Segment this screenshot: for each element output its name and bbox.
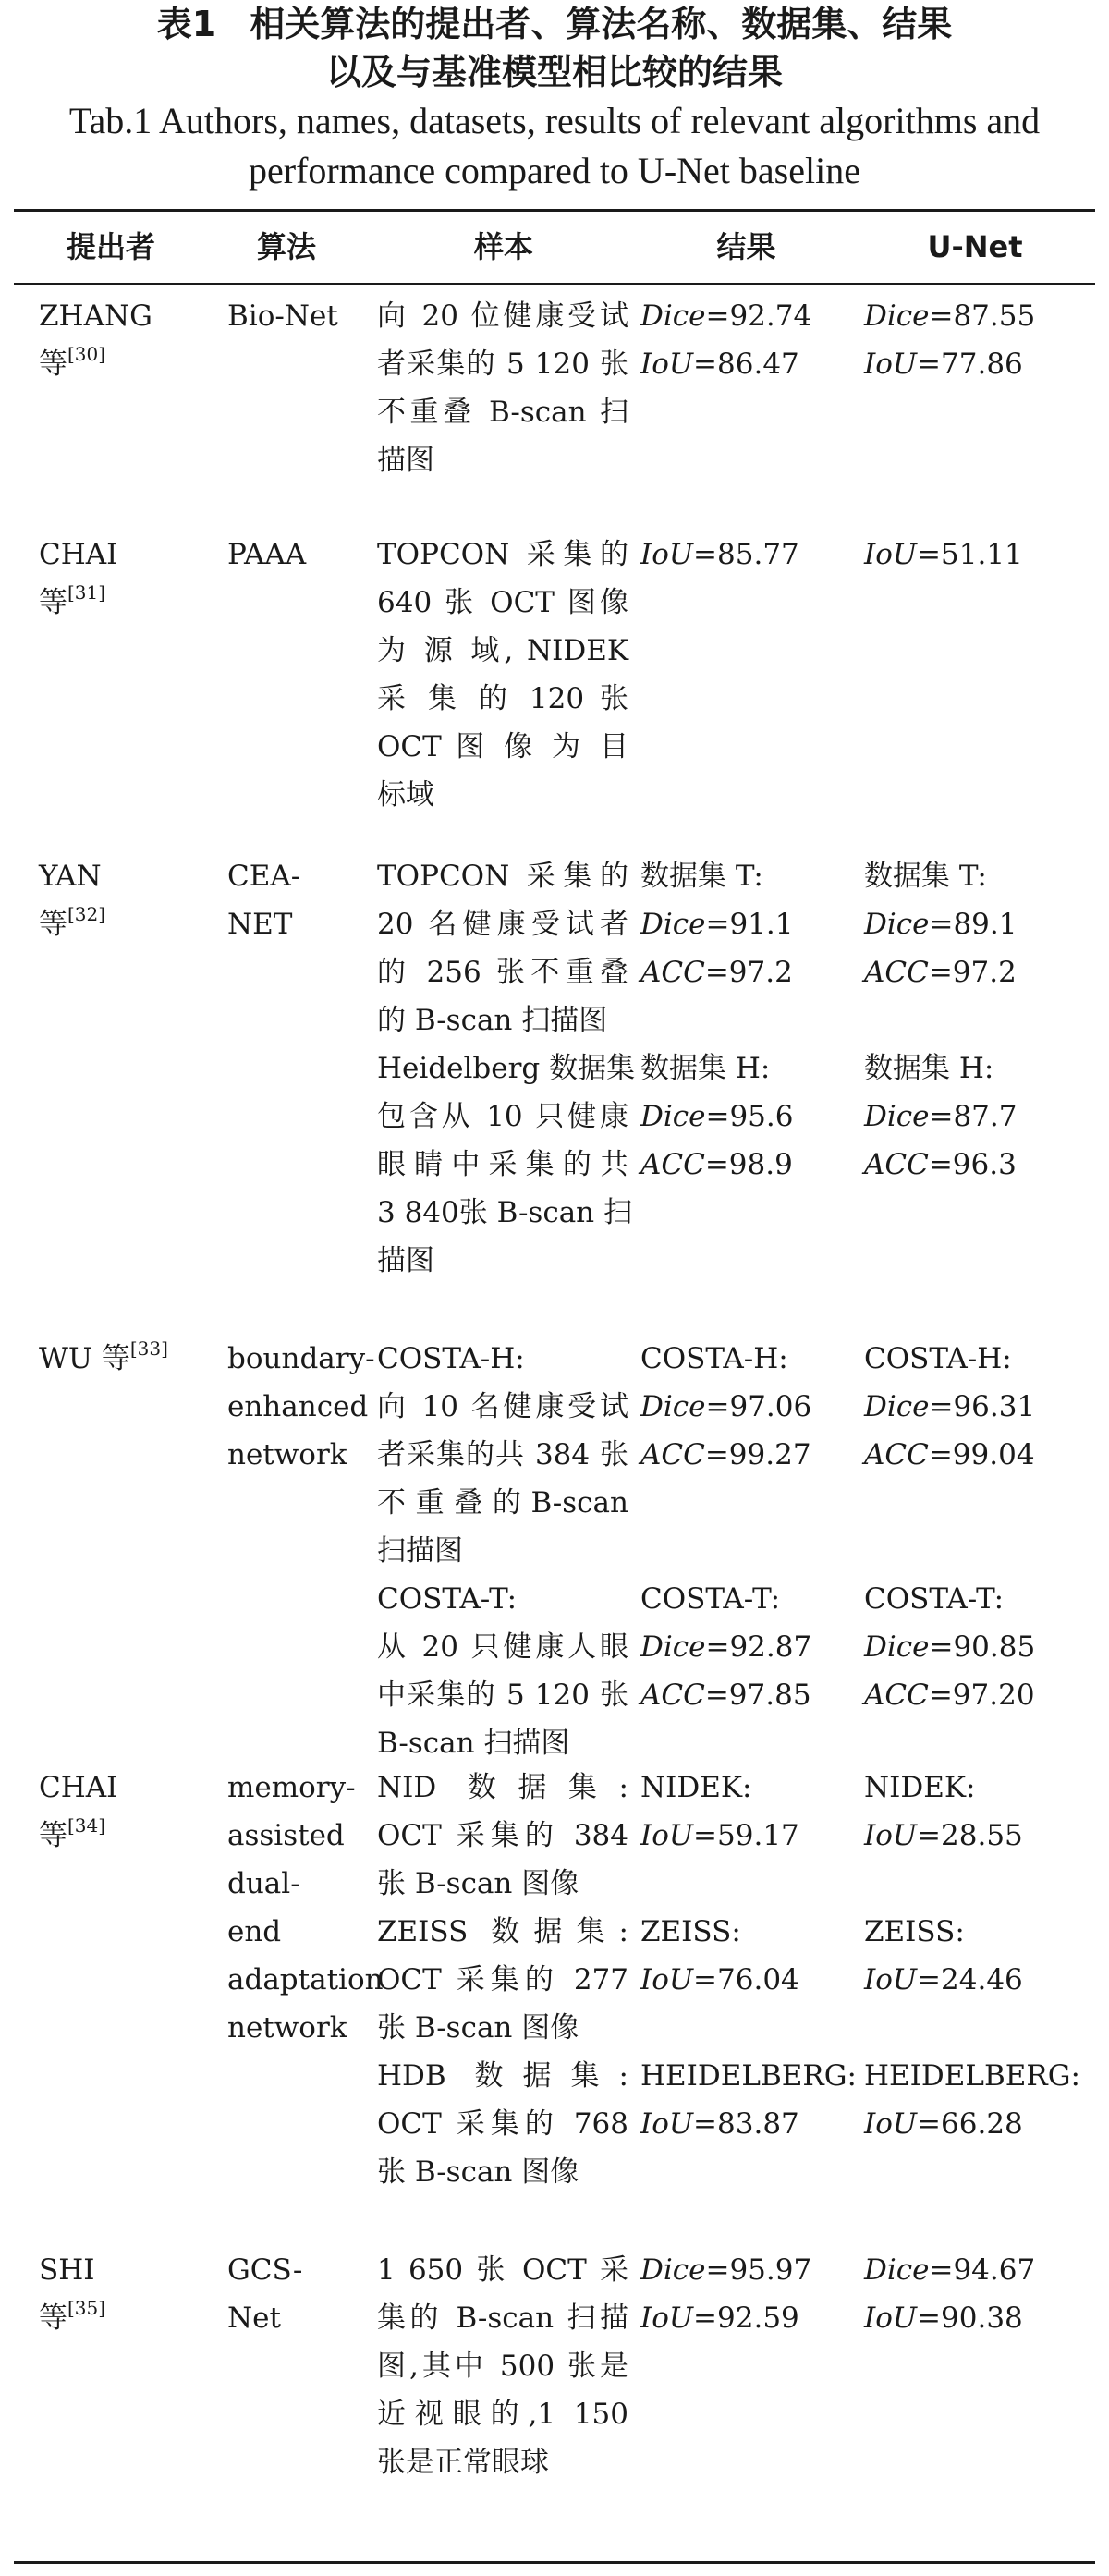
metric-value: =87.7 (929, 1100, 1018, 1133)
author-line: CHAI (39, 1771, 118, 1804)
result-cell (640, 2246, 811, 2342)
sample-line: 从 20 只健康人眼 (377, 1630, 628, 1664)
table-row (0, 852, 1109, 1335)
unet-metric (864, 948, 1017, 996)
table-row (0, 1335, 1109, 1764)
sample-line: 张是正常眼球 (377, 2446, 549, 2479)
result-dataset-label: COSTA-H: (640, 1342, 788, 1375)
metric-value: =90.85 (929, 1630, 1036, 1664)
table-number: 表1 (156, 4, 217, 44)
metric-value: =97.06 (705, 1390, 812, 1423)
sample-line: 者采集的共 384 张 (377, 1438, 628, 1471)
sample-line: 包含从 10 只健康 (377, 1100, 628, 1133)
metric-value: =89.1 (929, 908, 1018, 941)
sample-line: OCT 采集的 277 (377, 1963, 628, 1996)
table-header (0, 214, 1109, 279)
unet-metric (864, 1093, 1017, 1141)
metric-name: ACC (864, 956, 929, 989)
unet-group (864, 1908, 1080, 2052)
sample-line: 近视眼的,1 150 (377, 2398, 628, 2431)
metric-value: =28.55 (917, 1819, 1023, 1852)
metric-value: =97.2 (704, 956, 793, 989)
sample-line: 图,其中 500 张是 (377, 2350, 628, 2383)
result-metric (640, 340, 811, 388)
reference-mark: [31] (67, 581, 106, 604)
result-dataset-label: COSTA-T: (640, 1582, 781, 1616)
result-cell (640, 531, 799, 579)
result-metric (640, 1956, 857, 2004)
author-line: 等[30] (39, 343, 106, 381)
author-line: 等[31] (39, 581, 106, 619)
caption-zh-text1: 相关算法的提出者、算法名称、数据集、结果 (250, 4, 953, 44)
metric-value: =83.87 (693, 2107, 799, 2141)
header-author: 提出者 (66, 229, 155, 264)
metric-name: Dice (864, 1390, 930, 1423)
unet-group (864, 1044, 1017, 1285)
result-metric (640, 2100, 857, 2148)
header-sample: 样本 (473, 229, 533, 264)
sample-line: 采 集 的 120 张 (377, 682, 628, 715)
result-metric (640, 2294, 811, 2342)
metric-value: =92.87 (705, 1630, 812, 1664)
metric-name: Dice (640, 1100, 706, 1133)
algorithm-line: Bio-Net (227, 299, 338, 333)
metric-value: =92.74 (705, 299, 812, 333)
sample-line: 描图 (377, 1244, 434, 1277)
sample-cell (377, 2246, 628, 2486)
algorithm-cell (227, 1335, 375, 1479)
sample-group (377, 1908, 628, 2052)
caption-zh-line1 (0, 0, 1109, 48)
metric-name: IoU (864, 2301, 918, 2335)
metric-value: =51.11 (917, 538, 1023, 571)
result-cell (640, 852, 793, 1285)
table-caption (0, 0, 1109, 196)
unet-cell (864, 531, 1023, 579)
unet-dataset-label: COSTA-T: (864, 1582, 1005, 1616)
unet-cell (864, 852, 1017, 1285)
sample-line: TOPCON 采集的 (377, 538, 628, 571)
algorithm-line: memory- (227, 1771, 356, 1804)
sample-line: 1 650 张 OCT 采 (377, 2253, 628, 2287)
author-line: WU 等[33] (39, 1337, 168, 1375)
unet-group (864, 2052, 1080, 2196)
metric-name: IoU (864, 348, 918, 381)
metric-name: IoU (864, 1963, 918, 1996)
metric-value: =99.04 (928, 1438, 1035, 1471)
unet-group (864, 852, 1017, 1044)
author-cell (39, 531, 117, 627)
metric-name: IoU (640, 348, 694, 381)
algorithm-line: NET (227, 908, 293, 941)
table-row (0, 531, 1109, 852)
sample-line: 眼睛中采集的共 (377, 1148, 628, 1181)
sample-line: 为 源 域, NIDEK (377, 634, 628, 667)
algorithm-line: enhanced (227, 1390, 369, 1423)
algorithm-line: end (227, 1915, 282, 1948)
reference-mark: [34] (67, 1814, 106, 1837)
metric-name: Dice (640, 1390, 706, 1423)
sample-line: 3 840张 B-scan 扫 (377, 1196, 633, 1229)
metric-value: =85.77 (693, 538, 799, 571)
metric-name: Dice (864, 908, 930, 941)
table-row (0, 2246, 1109, 2558)
metric-value: =94.67 (929, 2253, 1036, 2287)
result-group (640, 1764, 857, 1908)
sample-line: TOPCON 采集的 (377, 860, 628, 893)
sample-line: 标域 (377, 778, 434, 812)
unet-group (864, 1764, 1080, 1908)
sample-cell (377, 531, 628, 819)
unet-metric (864, 2100, 1080, 2148)
sample-cell (377, 1335, 628, 1767)
metric-name: Dice (864, 299, 930, 333)
author-cell (39, 292, 152, 388)
unet-metric (864, 1431, 1035, 1479)
metric-value: =96.31 (929, 1390, 1036, 1423)
sample-line: 张 B-scan 图像 (377, 2011, 579, 2045)
algorithm-cell (227, 531, 306, 579)
metric-name: Dice (864, 1100, 930, 1133)
sample-line: 不重叠 B-scan 扫 (377, 396, 628, 429)
metric-value: =87.55 (929, 299, 1036, 333)
sample-line: COSTA-T: (377, 1582, 518, 1616)
result-metric (640, 1383, 811, 1431)
result-metric (640, 1141, 793, 1189)
author-cell (39, 1335, 168, 1383)
metric-name: IoU (864, 538, 918, 571)
sample-line: NID 数据集: (377, 1771, 628, 1804)
metric-name: Dice (640, 299, 706, 333)
algorithm-cell (227, 292, 338, 340)
metric-name: IoU (640, 2301, 694, 2335)
sample-cell (377, 1764, 628, 2196)
sample-line: 张 B-scan 图像 (377, 2155, 579, 2189)
sample-cell (377, 292, 628, 484)
result-metric (640, 1431, 811, 1479)
unet-dataset-label: 数据集 H: (864, 1052, 994, 1085)
metric-value: =97.2 (928, 956, 1017, 989)
unet-metric (864, 900, 1017, 948)
metric-name: ACC (864, 1679, 929, 1712)
author-cell (39, 852, 105, 948)
algorithm-line: Net (227, 2301, 281, 2335)
header-result: 结果 (716, 229, 776, 264)
sample-group (377, 1335, 628, 1575)
metric-name: ACC (640, 956, 705, 989)
caption-en-line1: Tab.1 Authors, names, datasets, results of relevant algorithms and (68, 100, 1041, 141)
metric-name: Dice (864, 1630, 930, 1664)
sample-line: 20 名健康受试者 (377, 908, 628, 941)
unet-cell (864, 292, 1035, 388)
metric-value: =99.27 (704, 1438, 811, 1471)
unet-metric (864, 2246, 1035, 2294)
sample-line: 张 B-scan 图像 (377, 1867, 579, 1900)
sample-line: 中采集的 5 120 张 (377, 1679, 628, 1712)
caption-en-line2: performance compared to U-Net baseline (249, 150, 860, 191)
metric-name: Dice (640, 2253, 706, 2287)
algorithm-line: PAAA (227, 538, 307, 571)
author-line: 等[32] (39, 903, 106, 941)
sample-line: Heidelberg 数据集 (377, 1052, 636, 1085)
result-metric (640, 948, 793, 996)
unet-dataset-label: ZEISS: (864, 1915, 965, 1948)
sample-line: ZEISS 数据集: (377, 1915, 628, 1948)
result-group (640, 852, 793, 1044)
unet-cell (864, 2246, 1035, 2342)
result-cell (640, 292, 811, 388)
sample-line: 向 20 位健康受试 (377, 299, 628, 333)
algorithm-line: network (227, 1438, 347, 1471)
unet-cell (864, 1764, 1080, 2196)
unet-dataset-label: 数据集 T: (864, 860, 987, 893)
unet-metric (864, 2294, 1035, 2342)
sample-line: 描图 (377, 444, 434, 477)
reference-mark: [33] (129, 1337, 168, 1360)
author-line: 等[35] (39, 2297, 106, 2335)
result-metric (640, 1093, 793, 1141)
metric-value: =95.97 (705, 2253, 812, 2287)
unet-dataset-label: NIDEK: (864, 1771, 976, 1804)
sample-group (377, 852, 628, 1044)
sample-line: 集的 B-scan 扫描 (377, 2301, 628, 2335)
table-row (0, 292, 1109, 531)
metric-value: =97.20 (928, 1679, 1035, 1712)
author-line: 等[34] (39, 1814, 106, 1852)
unet-metric (864, 1956, 1080, 2004)
result-metric (640, 1812, 857, 1860)
unet-group (864, 1335, 1035, 1575)
result-metric (640, 292, 811, 340)
result-group (640, 1335, 811, 1575)
metric-name: Dice (864, 2253, 930, 2287)
metric-name: Dice (640, 908, 706, 941)
unet-metric (864, 1141, 1017, 1189)
unet-metric (864, 531, 1023, 579)
metric-name: ACC (864, 1438, 929, 1471)
metric-value: =92.59 (693, 2301, 799, 2335)
reference-mark: [35] (67, 2297, 106, 2319)
metric-value: =76.04 (693, 1963, 799, 1996)
table-header-rule (14, 283, 1095, 285)
result-dataset-label: HEIDELBERG: (640, 2059, 857, 2093)
sample-cell (377, 852, 636, 1285)
algorithm-cell (227, 2246, 302, 2342)
author-line: YAN (39, 860, 102, 893)
sample-group (377, 1044, 636, 1285)
metric-value: =98.9 (704, 1148, 793, 1181)
metric-name: IoU (640, 2107, 694, 2141)
result-group (640, 1908, 857, 2052)
metric-value: =95.6 (705, 1100, 794, 1133)
unet-metric (864, 1383, 1035, 1431)
metric-name: IoU (864, 1819, 918, 1852)
metric-value: =90.38 (917, 2301, 1023, 2335)
result-metric (640, 2246, 811, 2294)
reference-mark: [30] (67, 343, 106, 365)
sample-group (377, 1764, 628, 1908)
algorithm-line: CEA- (227, 860, 301, 893)
metric-value: =91.1 (705, 908, 794, 941)
unet-cell (864, 1335, 1035, 1767)
metric-name: Dice (640, 1630, 706, 1664)
sample-line: 640 张 OCT 图像 (377, 586, 628, 619)
header-unet: U-Net (927, 229, 1023, 264)
unet-metric (864, 1671, 1035, 1719)
metric-value: =97.85 (704, 1679, 811, 1712)
author-line: SHI (39, 2253, 95, 2287)
result-dataset-label: ZEISS: (640, 1915, 741, 1948)
sample-line: 的 B-scan 扫描图 (377, 1004, 608, 1037)
sample-line: B-scan 扫描图 (377, 1727, 570, 1760)
metric-name: IoU (640, 1963, 694, 1996)
algorithm-line: dual- (227, 1867, 300, 1900)
result-group (640, 2052, 857, 2196)
unet-metric (864, 340, 1035, 388)
algorithm-line: assisted (227, 1819, 345, 1852)
result-dataset-label: 数据集 H: (640, 1052, 771, 1085)
result-cell (640, 1764, 857, 2196)
result-metric (640, 1671, 811, 1719)
unet-dataset-label: COSTA-H: (864, 1342, 1012, 1375)
table-body (0, 292, 1109, 2558)
table-top-rule (14, 209, 1095, 212)
metric-name: IoU (640, 538, 694, 571)
algorithm-line: adaptation (227, 1963, 384, 1996)
algorithm-line: boundary- (227, 1342, 375, 1375)
sample-line: 向 10 名健康受试 (377, 1390, 628, 1423)
sample-line: HDB 数据集: (377, 2059, 628, 2093)
metric-value: =66.28 (917, 2107, 1023, 2141)
header-algorithm: 算法 (256, 229, 316, 264)
sample-line: 的 256 张不重叠 (377, 956, 628, 989)
result-group (640, 1575, 811, 1767)
metric-name: ACC (640, 1679, 705, 1712)
author-cell (39, 1764, 117, 1860)
result-group (640, 1044, 793, 1285)
sample-line: 者采集的 5 120 张 (377, 348, 628, 381)
metric-name: ACC (640, 1148, 705, 1181)
sample-group (377, 2052, 628, 2196)
sample-line: OCT 图 像 为 目 (377, 730, 628, 763)
metric-name: IoU (640, 1819, 694, 1852)
unet-dataset-label: HEIDELBERG: (864, 2059, 1080, 2093)
algorithm-line: network (227, 2011, 347, 2045)
sample-line: 不 重 叠 的 B-scan (377, 1486, 628, 1520)
algorithm-cell (227, 852, 300, 948)
sample-group (377, 1575, 628, 1767)
result-metric (640, 900, 793, 948)
metric-name: ACC (864, 1148, 929, 1181)
metric-value: =96.3 (928, 1148, 1017, 1181)
algorithm-line: GCS- (227, 2253, 303, 2287)
sample-line: OCT 采集的 384 (377, 1819, 628, 1852)
unet-group (864, 1575, 1035, 1767)
unet-metric (864, 1623, 1035, 1671)
sample-line: OCT 采集的 768 (377, 2107, 628, 2141)
sample-line: COSTA-H: (377, 1342, 525, 1375)
metric-value: =77.86 (917, 348, 1023, 381)
table-bottom-rule (14, 2561, 1095, 2564)
metric-value: =24.46 (917, 1963, 1023, 1996)
result-dataset-label: NIDEK: (640, 1771, 752, 1804)
caption-zh-line2: 以及与基准模型相比较的结果 (325, 52, 783, 92)
unet-metric (864, 292, 1035, 340)
metric-name: ACC (640, 1438, 705, 1471)
unet-metric (864, 1812, 1080, 1860)
result-metric (640, 531, 799, 579)
metric-value: =59.17 (693, 1819, 799, 1852)
metric-name: IoU (864, 2107, 918, 2141)
reference-mark: [32] (67, 903, 106, 925)
author-line: ZHANG (39, 299, 152, 333)
author-line: CHAI (39, 538, 118, 571)
algorithm-cell (227, 1764, 384, 2052)
table-row (0, 1764, 1109, 2246)
result-cell (640, 1335, 811, 1767)
result-dataset-label: 数据集 T: (640, 860, 763, 893)
result-metric (640, 1623, 811, 1671)
author-cell (39, 2246, 105, 2342)
sample-line: 扫描图 (377, 1534, 463, 1568)
metric-value: =86.47 (693, 348, 799, 381)
